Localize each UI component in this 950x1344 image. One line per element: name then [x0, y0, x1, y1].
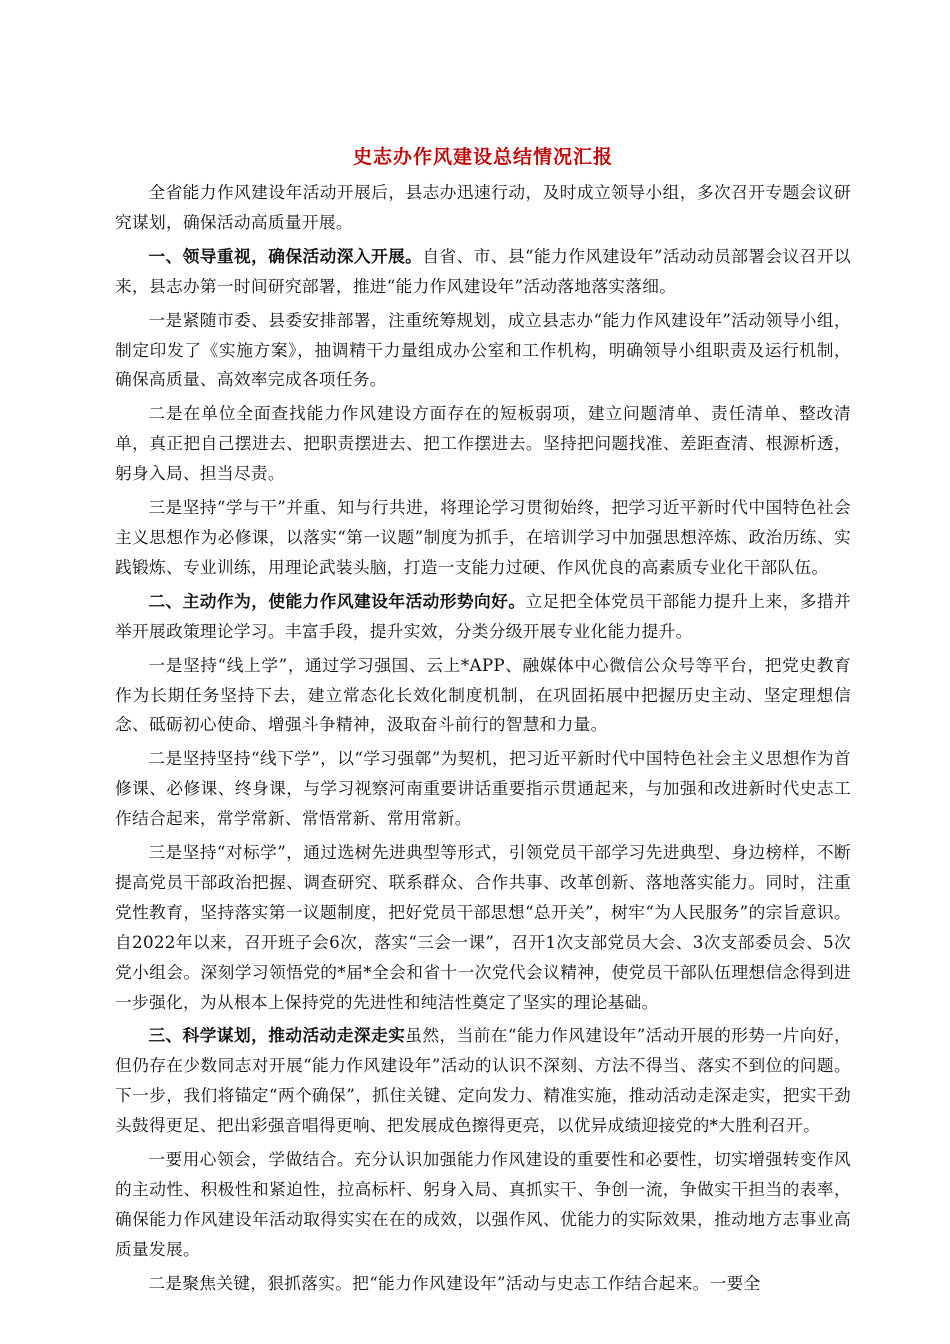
- paragraph: [115, 306, 851, 396]
- paragraph: [115, 1269, 851, 1299]
- section-paragraph: [115, 587, 851, 647]
- section-heading: 三、科学谋划，推动活动走深走实: [148, 1025, 406, 1046]
- section-heading: 一、领导重视，确保活动深入开展。: [148, 245, 423, 266]
- paragraph: [115, 651, 851, 741]
- paragraph: [115, 178, 851, 238]
- paragraph-text: 一要用心领会，学做结合。充分认识加强能力作风建设的重要性和必要性，切实增强转变作风的主动性、积极性和紧迫性，拉高标杆、躬身入局、真抓实干、争创一流，争做实干担当的表率，确保能力作风建设年活动取得实实在在的成效，以强作风、优能力的实际效果，推动地方志事业高质量发展。: [115, 1149, 851, 1259]
- paragraph-text: 二是聚焦关键，狠抓落实。把“能力作风建设年”活动与史志工作结合起来。一要全: [148, 1272, 761, 1293]
- paragraph-text: 全省能力作风建设年活动开展后，县志办迅速行动，及时成立领导小组，多次召开专题会议研究谋划，确保活动高质量开展。: [115, 182, 851, 232]
- paragraph: [115, 1145, 851, 1265]
- paragraph-text: 三是坚持“学与干”并重、知与行共进，将理论学习贯彻始终，把学习近平新时代中国特色社会主义思想作为必修课，以落实“第一议题”制度为抓手，在培训学习中加强思想淬炼、政治历练、实践锻炼、专业训练，用理论武装头脑，打造一支能力过硬、作风优良的高素质专业化干部队伍。: [115, 497, 851, 577]
- document-page: [115, 140, 851, 1299]
- paragraph: [115, 744, 851, 834]
- section-heading: 二、主动作为，使能力作风建设年活动形势向好。: [148, 590, 526, 611]
- paragraph-text: 三是坚持“对标学”，通过选树先进典型等形式，引领党员干部学习先进典型、身边榜样，不断提高党员干部政治把握、调查研究、联系群众、合作共事、改革创新、落地落实能力。同时，注重党性教育，坚持落实第一议题制度，把好党员干部思想“总开关”，树牢“为人民服务”的宗旨意识。自2022年以来，召开班子会6次，落实“三会一课”，召开1次支部党员大会、3次支部委员会、5次党小组会。深刻学习领悟党的*届*全会和省十一次党代会议精神，使党员干部队伍理想信念得到进一步强化，为从根本上保持党的先进性和纯洁性奠定了坚实的理论基础。: [115, 842, 851, 1012]
- section-paragraph: [115, 242, 851, 302]
- document-title: 史志办作风建设总结情况汇报: [352, 146, 613, 168]
- paragraph: [115, 399, 851, 489]
- paragraph: [115, 493, 851, 583]
- document-body: [115, 178, 851, 1299]
- paragraph-text: 虽然，当前在“能力作风建设年”活动开展的形势一片向好，但仍存在少数同志对开展“能力作风建设年”活动的认识不深刻、方法不得当、落实不到位的问题。下一步，我们将锚定“两个确保”，抓住关键、定向发力、精准实施，推动活动走深走实，把实干劲头鼓得更足、把出彩强音唱得更响、把发展成色擦得更亮，以优异成绩迎接党的*大胜利召开。: [115, 1025, 851, 1136]
- paragraph: [115, 838, 851, 1017]
- paragraph-text: 立足把全体党员干部能力提升上来，多措并举开展政策理论学习。丰富手段，提升实效，分类分级开展专业化能力提升。: [115, 590, 851, 641]
- paragraph-text: 一是紧随市委、县委安排部署，注重统筹规划，成立县志办“能力作风建设年”活动领导小组，制定印发了《实施方案》，抽调精干力量组成办公室和工作机构，明确领导小组职责及运行机制，确保高质量、高效率完成各项任务。: [115, 309, 851, 390]
- paragraph-text: 一是坚持“线上学”，通过学习强国、云上*APP、融媒体中心微信公众号等平台，把党史教育作为长期任务坚持下去，建立常态化长效化制度机制，在巩固拓展中把握历史主动、坚定理想信念、砥砺初心使命、增强斗争精神，汲取奋斗前行的智慧和力量。: [115, 654, 851, 735]
- paragraph-text: 自省、市、县“能力作风建设年”活动动员部署会议召开以来，县志办第一时间研究部署，推进“能力作风建设年”活动落地落实落细。: [115, 245, 851, 296]
- paragraph-text: 二是在单位全面查找能力作风建设方面存在的短板弱项，建立问题清单、责任清单、整改清单，真正把自己摆进去、把职责摆进去、把工作摆进去。坚持把问题找准、差距查清、根源析透，躬身入局、担当尽责。: [115, 403, 851, 484]
- paragraph-text: 二是坚持坚持“线下学”，以“学习强鄣”为契机，把习近平新时代中国特色社会主义思想作为首修课、必修课、终身课，与学习视察河南重要讲话重要指示贯通起来，与加强和改进新时代史志工作结合起来，常学常新、常悟常新、常用常新。: [115, 748, 851, 829]
- section-paragraph: [115, 1021, 851, 1141]
